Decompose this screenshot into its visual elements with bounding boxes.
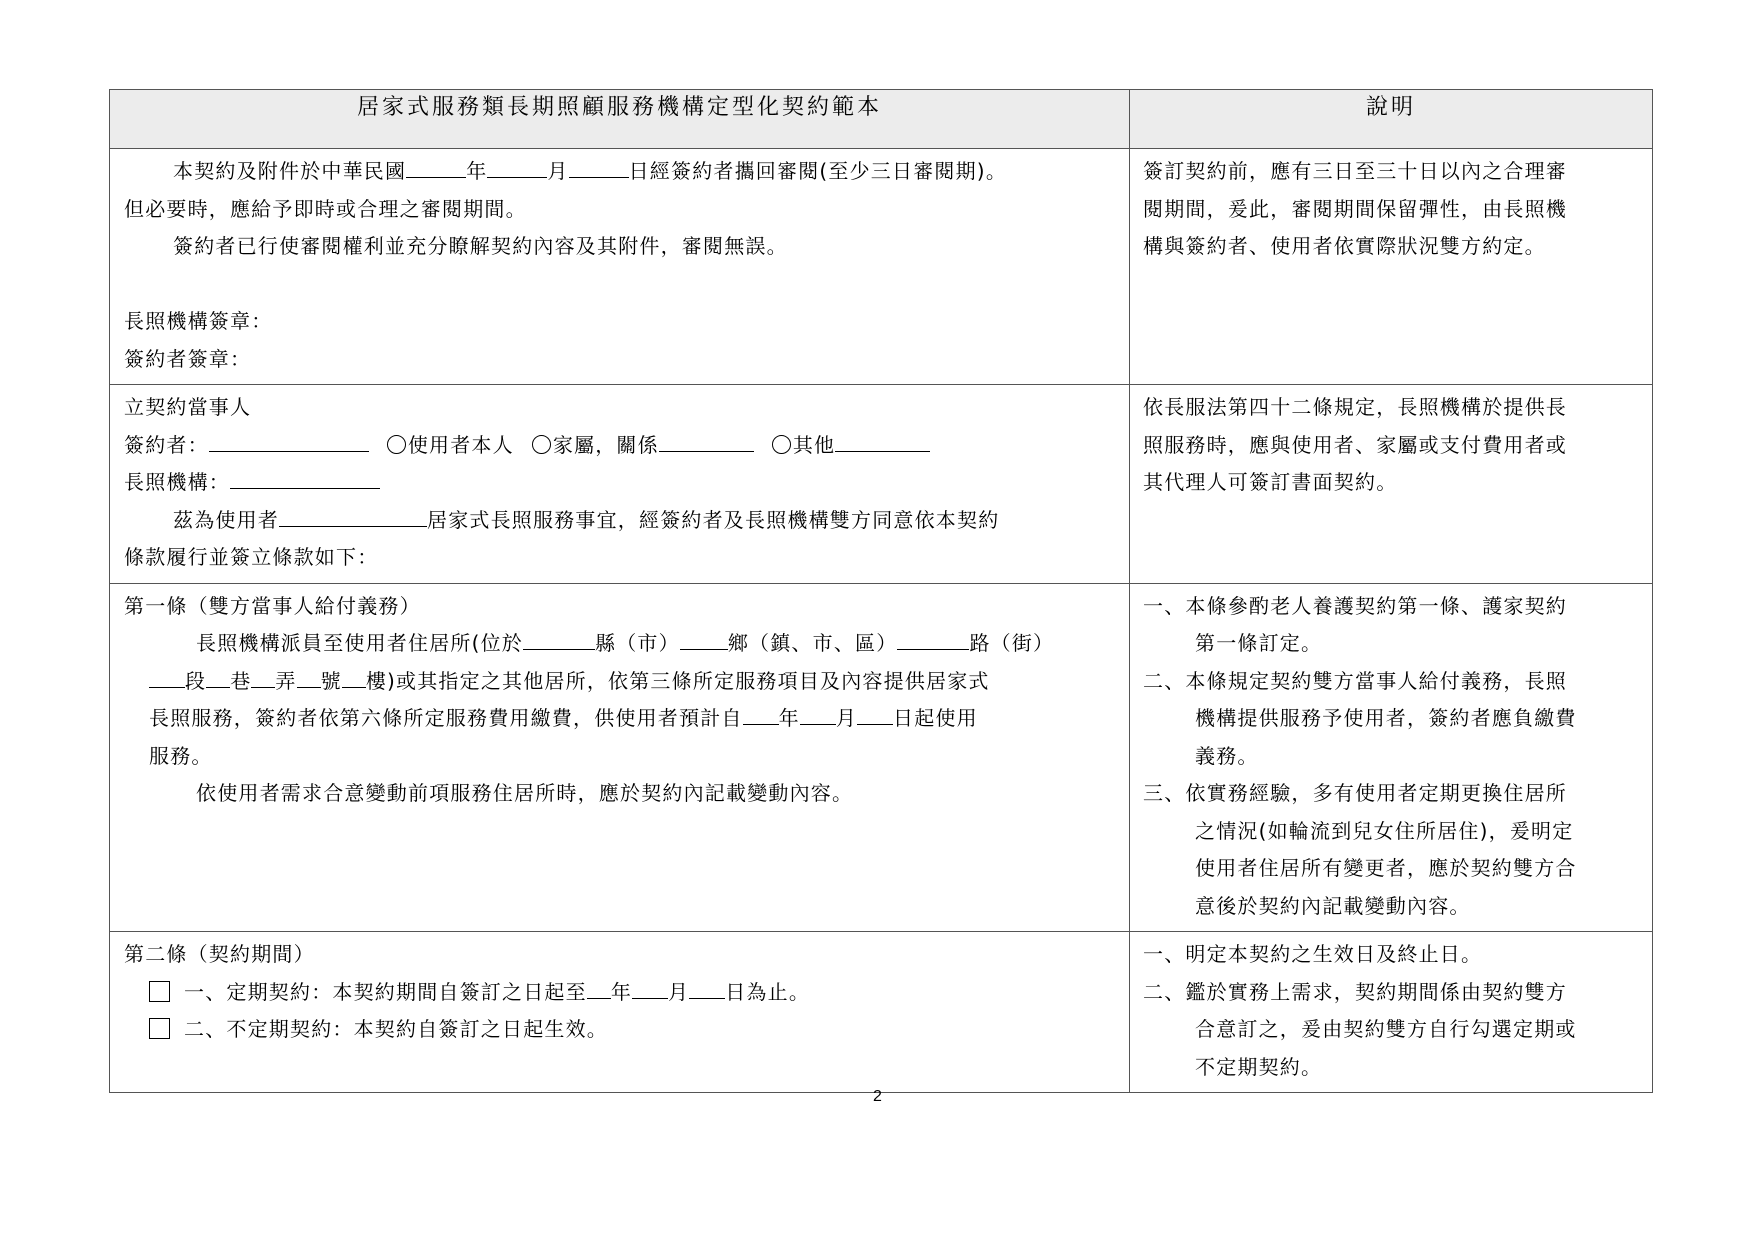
article2-cell bbox=[110, 932, 1130, 1093]
note-number: 二、 bbox=[1143, 668, 1186, 693]
article2-title: 第二條（契約期間） bbox=[124, 942, 315, 966]
agency-line bbox=[124, 464, 1117, 502]
parties-line4 bbox=[124, 502, 1117, 540]
note-line: 義務。 bbox=[1195, 743, 1259, 768]
start-day-blank[interactable] bbox=[857, 702, 893, 725]
number-blank[interactable] bbox=[297, 665, 321, 688]
preamble-note-line: 簽訂契約前，應有三日至三十日以內之合理審 bbox=[1143, 159, 1567, 183]
article1-row bbox=[110, 583, 1653, 932]
open-term-option bbox=[124, 1011, 1117, 1049]
lane-label: 巷 bbox=[230, 668, 252, 693]
signer-signature-label: 簽約者簽章： bbox=[124, 346, 252, 371]
contract-table bbox=[109, 89, 1653, 1093]
contract-page bbox=[109, 89, 1652, 1093]
section-label: 段 bbox=[185, 668, 207, 693]
note-column-title: 說明 bbox=[1130, 90, 1653, 149]
month-blank[interactable] bbox=[487, 155, 547, 178]
end-month-blank[interactable] bbox=[632, 976, 668, 999]
note-line: 第一條訂定。 bbox=[1195, 631, 1323, 655]
end-year-blank[interactable] bbox=[587, 976, 611, 999]
road-label: 路（街） bbox=[969, 631, 1055, 655]
end-month-label: 月 bbox=[668, 979, 690, 1004]
agency-signature-label: 長照機構簽章： bbox=[124, 309, 273, 333]
article1-text: 樓)或其指定之其他居所，依第三條所定服務項目及內容提供居家式 bbox=[365, 668, 990, 693]
fixed-term-label: 一、定期契約：本契約期間自簽訂之日起至 bbox=[184, 979, 587, 1004]
day-blank[interactable] bbox=[569, 155, 629, 178]
preamble-row bbox=[110, 149, 1653, 385]
page-number: 2 bbox=[873, 1088, 882, 1105]
parties-note-line: 其代理人可簽訂書面契約。 bbox=[1143, 470, 1398, 494]
header-row bbox=[110, 90, 1653, 149]
open-term-label: 二、不定期契約：本契約自簽訂之日起生效。 bbox=[184, 1017, 608, 1041]
preamble-text: 本契約及附件於中華民國 bbox=[173, 159, 407, 183]
number-label: 號 bbox=[320, 668, 342, 693]
preamble-line1 bbox=[124, 153, 1117, 191]
radio-family[interactable] bbox=[532, 435, 551, 454]
preamble-line2: 但必要時，應給予即時或合理之審閱期間。 bbox=[124, 196, 527, 221]
other-blank[interactable] bbox=[835, 429, 930, 452]
fixed-term-checkbox[interactable] bbox=[149, 981, 170, 1002]
township-label: 鄉（鎮、市、區） bbox=[727, 631, 898, 655]
note-line: 本條規定契約雙方當事人給付義務，長照 bbox=[1185, 668, 1568, 693]
county-blank[interactable] bbox=[523, 627, 595, 650]
road-blank[interactable] bbox=[897, 627, 969, 650]
article1-line1 bbox=[124, 625, 1117, 663]
section-blank[interactable] bbox=[149, 665, 185, 688]
parties-title: 立契約當事人 bbox=[124, 395, 252, 419]
note-line: 不定期契約。 bbox=[1195, 1054, 1323, 1079]
article2-note-cell bbox=[1130, 932, 1653, 1093]
article2-note-2 bbox=[1143, 974, 1640, 1087]
preamble-cell bbox=[110, 149, 1130, 385]
radio-other-label: 其他 bbox=[792, 432, 836, 457]
start-year-blank[interactable] bbox=[743, 702, 779, 725]
county-label: 縣（市） bbox=[595, 631, 680, 655]
article1-line4: 服務。 bbox=[149, 743, 213, 768]
note-line: 本條參酌老人養護契約第一條、護家契約 bbox=[1185, 593, 1568, 618]
alley-label: 弄 bbox=[275, 668, 297, 693]
article1-title: 第一條（雙方當事人給付義務） bbox=[124, 593, 421, 618]
radio-other[interactable] bbox=[772, 435, 791, 454]
start-month-label: 月 bbox=[835, 706, 858, 730]
parties-note-line: 照服務時，應與使用者、家屬或支付費用者或 bbox=[1143, 432, 1567, 457]
article1-note-1 bbox=[1143, 588, 1640, 663]
parties-row bbox=[110, 385, 1653, 584]
parties-line5: 條款履行並簽立條款如下： bbox=[124, 545, 379, 569]
note-line: 機構提供服務予使用者，簽約者應負繳費 bbox=[1195, 706, 1577, 730]
agency-name-blank[interactable] bbox=[230, 466, 380, 489]
alley-blank[interactable] bbox=[251, 665, 275, 688]
note-number: 一、 bbox=[1143, 593, 1186, 618]
start-year-label: 年 bbox=[778, 706, 800, 730]
radio-family-label: 家屬，關係 bbox=[552, 432, 659, 457]
article1-note-3 bbox=[1143, 775, 1640, 925]
note-line: 明定本契約之生效日及終止日。 bbox=[1185, 942, 1483, 966]
parties-note-cell bbox=[1130, 385, 1653, 584]
article1-text: 長照服務，簽約者依第六條所定服務費用繳費，供使用者預計自 bbox=[149, 706, 743, 730]
lane-blank[interactable] bbox=[206, 665, 230, 688]
agency-label: 長照機構： bbox=[124, 470, 230, 494]
preamble-note-line: 閱期間，爰此，審閱期間保留彈性，由長照機 bbox=[1143, 196, 1567, 221]
note-line: 依實務經驗，多有使用者定期更換住居所 bbox=[1185, 781, 1568, 805]
year-label: 年 bbox=[466, 159, 488, 183]
signer-name-blank[interactable] bbox=[209, 429, 369, 452]
radio-self[interactable] bbox=[387, 435, 406, 454]
article1-note-cell bbox=[1130, 583, 1653, 932]
relation-blank[interactable] bbox=[659, 429, 754, 452]
note-line: 之情況(如輪流到兒女住所居住)，爰明定 bbox=[1195, 818, 1574, 843]
article1-line5: 依使用者需求合意變動前項服務住居所時，應於契約內記載變動內容。 bbox=[196, 781, 854, 805]
note-number: 三、 bbox=[1143, 781, 1186, 805]
year-blank[interactable] bbox=[406, 155, 466, 178]
floor-blank[interactable] bbox=[342, 665, 366, 688]
open-term-checkbox[interactable] bbox=[149, 1018, 170, 1039]
note-line: 合意訂之，爰由契約雙方自行勾選定期或 bbox=[1195, 1017, 1577, 1041]
signer-line bbox=[124, 427, 1117, 465]
article1-line2 bbox=[124, 663, 1117, 701]
radio-self-label: 使用者本人 bbox=[407, 432, 514, 457]
article1-cell bbox=[110, 583, 1130, 932]
parties-note-line: 依長服法第四十二條規定，長照機構於提供長 bbox=[1143, 395, 1567, 419]
township-blank[interactable] bbox=[680, 627, 728, 650]
note-line: 鑑於實務上需求，契約期間係由契約雙方 bbox=[1185, 979, 1568, 1004]
end-day-blank[interactable] bbox=[689, 976, 725, 999]
signer-label: 簽約者： bbox=[124, 432, 209, 457]
article1-text: 長照機構派員至使用者住居所(位於 bbox=[196, 631, 524, 655]
article1-line3 bbox=[124, 700, 1117, 738]
article1-note-2 bbox=[1143, 663, 1640, 776]
user-name-blank[interactable] bbox=[279, 504, 427, 527]
note-number: 二、 bbox=[1143, 979, 1186, 1004]
start-day-label: 日起使用 bbox=[893, 706, 978, 730]
preamble-line3: 簽約者已行使審閱權利並充分瞭解契約內容及其附件，審閱無誤。 bbox=[173, 234, 788, 258]
note-line: 使用者住居所有變更者，應於契約雙方合 bbox=[1195, 856, 1577, 880]
note-number: 一、 bbox=[1143, 942, 1186, 966]
end-day-label: 日為止。 bbox=[725, 979, 811, 1004]
month-label: 月 bbox=[547, 159, 569, 183]
fixed-term-option bbox=[124, 974, 1117, 1012]
note-line: 意後於契約內記載變動內容。 bbox=[1195, 893, 1471, 918]
article2-note-1 bbox=[1143, 936, 1640, 974]
parties-cell bbox=[110, 385, 1130, 584]
start-month-blank[interactable] bbox=[800, 702, 836, 725]
preamble-note-cell bbox=[1130, 149, 1653, 385]
preamble-text-end: 日經簽約者攜回審閱(至少三日審閱期)。 bbox=[628, 159, 1008, 183]
user-label: 茲為使用者 bbox=[173, 507, 279, 532]
preamble-note-line: 構與簽約者、使用者依實際狀況雙方約定。 bbox=[1143, 234, 1546, 258]
end-year-label: 年 bbox=[610, 979, 633, 1004]
contract-title: 居家式服務類長期照顧服務機構定型化契約範本 bbox=[110, 90, 1130, 149]
parties-text: 居家式長照服務事宜，經簽約者及長照機構雙方同意依本契約 bbox=[427, 507, 1000, 532]
article2-row bbox=[110, 932, 1653, 1093]
